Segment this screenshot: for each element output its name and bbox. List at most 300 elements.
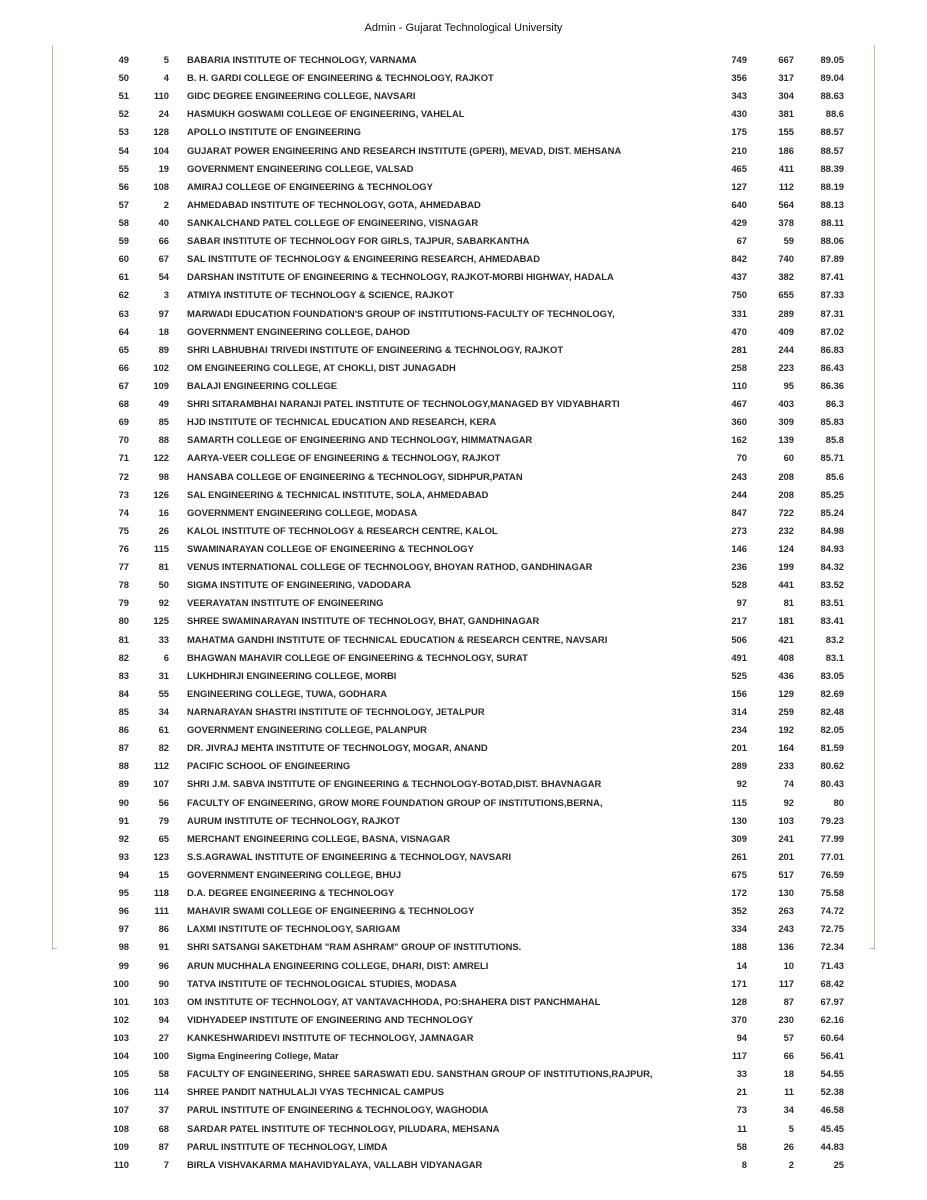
rank-cell: 62: [118, 289, 129, 301]
pass-percentage-cell: 85.8: [825, 434, 844, 446]
passed-count-cell: 139: [778, 434, 794, 446]
college-name-cell: HANSABA COLLEGE OF ENGINEERING & TECHNOLOGY, SIDHPUR,PATAN: [187, 470, 523, 482]
pass-percentage-cell: 87.89: [820, 253, 844, 265]
passed-count-cell: 208: [778, 470, 794, 482]
table-row: [100, 196, 844, 214]
rank-cell: 84: [118, 687, 129, 699]
appeared-count-cell: 749: [731, 54, 747, 66]
pass-percentage-cell: 25: [833, 1158, 844, 1170]
pass-percentage-cell: 80: [833, 796, 844, 808]
pass-percentage-cell: 87.41: [820, 271, 844, 283]
college-ranking-table: [100, 51, 844, 1174]
passed-count-cell: 117: [778, 977, 794, 989]
college-code-cell: 79: [158, 814, 169, 826]
rank-cell: 63: [118, 307, 129, 319]
college-name-cell: SARDAR PATEL INSTITUTE OF TECHNOLOGY, PILUDARA, MEHSANA: [187, 1122, 500, 1134]
college-code-cell: 58: [158, 1068, 169, 1080]
pass-percentage-cell: 89.05: [820, 54, 844, 66]
passed-count-cell: 317: [778, 72, 794, 84]
appeared-count-cell: 33: [736, 1068, 747, 1080]
rank-cell: 86: [118, 724, 129, 736]
pass-percentage-cell: 88.11: [821, 217, 844, 229]
college-code-cell: 68: [158, 1122, 169, 1134]
college-name-cell: D.A. DEGREE ENGINEERING & TECHNOLOGY: [187, 887, 395, 899]
college-code-cell: 123: [153, 850, 169, 862]
passed-count-cell: 5: [788, 1122, 794, 1134]
appeared-count-cell: 156: [731, 687, 747, 699]
appeared-count-cell: 465: [731, 162, 747, 174]
table-row: [100, 576, 844, 594]
appeared-count-cell: 130: [731, 814, 747, 826]
table-row: [100, 250, 844, 268]
table-row: [100, 323, 844, 341]
pass-percentage-cell: 83.52: [820, 579, 844, 591]
rank-cell: 72: [118, 470, 129, 482]
pass-percentage-cell: 88.06: [820, 235, 844, 247]
passed-count-cell: 136: [778, 941, 794, 953]
rank-cell: 87: [118, 742, 129, 754]
college-code-cell: 125: [153, 615, 169, 627]
rank-cell: 101: [113, 995, 129, 1007]
table-row: [100, 286, 844, 304]
college-name-cell: SANKALCHAND PATEL COLLEGE OF ENGINEERING, VISNAGAR: [187, 217, 479, 229]
passed-count-cell: 10: [783, 959, 794, 971]
college-code-cell: 61: [158, 724, 169, 736]
rank-cell: 65: [118, 343, 129, 355]
college-code-cell: 34: [158, 705, 169, 717]
passed-count-cell: 564: [778, 198, 794, 210]
college-code-cell: 128: [153, 126, 169, 138]
college-name-cell: GUJARAT POWER ENGINEERING AND RESEARCH INSTITUTE (GPERI), MEVAD, DIST. MEHSANA: [187, 144, 622, 156]
pass-percentage-cell: 88.13: [820, 198, 844, 210]
appeared-count-cell: 525: [731, 669, 747, 681]
appeared-count-cell: 162: [731, 434, 747, 446]
pass-percentage-cell: 82.48: [820, 705, 844, 717]
passed-count-cell: 517: [778, 868, 794, 880]
table-row: [100, 775, 844, 793]
appeared-count-cell: 437: [731, 271, 747, 283]
appeared-count-cell: 506: [731, 633, 747, 645]
college-name-cell: NARNARAYAN SHASTRI INSTITUTE OF TECHNOLOGY, JETALPUR: [187, 705, 485, 717]
college-code-cell: 81: [158, 561, 169, 573]
pass-percentage-cell: 87.33: [820, 289, 844, 301]
appeared-count-cell: 92: [736, 778, 747, 790]
pass-percentage-cell: 56.41: [820, 1050, 844, 1062]
college-name-cell: PACIFIC SCHOOL OF ENGINEERING: [187, 760, 351, 772]
college-name-cell: MARWADI EDUCATION FOUNDATION'S GROUP OF INSTITUTIONS-FACULTY OF TECHNOLOGY,: [187, 307, 615, 319]
pass-percentage-cell: 76.59: [820, 868, 844, 880]
college-code-cell: 85: [158, 416, 169, 428]
pass-percentage-cell: 84.32: [820, 561, 844, 573]
college-code-cell: 96: [158, 959, 169, 971]
passed-count-cell: 11: [784, 1086, 794, 1098]
pass-percentage-cell: 88.19: [820, 180, 844, 192]
college-name-cell: PARUL INSTITUTE OF TECHNOLOGY, LIMDA: [187, 1140, 388, 1152]
appeared-count-cell: 201: [731, 742, 747, 754]
table-row: [100, 413, 844, 431]
rank-cell: 80: [118, 615, 129, 627]
passed-count-cell: 155: [778, 126, 794, 138]
pass-percentage-cell: 45.45: [820, 1122, 844, 1134]
table-row: [100, 1029, 844, 1047]
appeared-count-cell: 117: [731, 1050, 747, 1062]
pass-percentage-cell: 88.57: [820, 144, 844, 156]
college-name-cell: ARUN MUCHHALA ENGINEERING COLLEGE, DHARI, DIST: AMRELI: [187, 959, 489, 971]
appeared-count-cell: 244: [731, 488, 747, 500]
passed-count-cell: 124: [778, 543, 794, 554]
college-name-cell: BALAJI ENGINEERING COLLEGE: [187, 380, 338, 392]
college-name-cell: GOVERNMENT ENGINEERING COLLEGE, VALSAD: [187, 162, 414, 174]
table-row: [100, 1065, 844, 1083]
college-name-cell: AHMEDABAD INSTITUTE OF TECHNOLOGY, GOTA, AHMEDABAD: [187, 198, 481, 210]
table-row: [100, 268, 844, 286]
table-row: [100, 757, 844, 775]
pass-percentage-cell: 86.36: [820, 380, 844, 392]
passed-count-cell: 241: [778, 832, 794, 844]
table-row: [100, 105, 844, 123]
passed-count-cell: 259: [778, 705, 794, 717]
table-row: [100, 69, 844, 87]
passed-count-cell: 103: [778, 814, 794, 826]
college-name-cell: Sigma Engineering College, Matar: [187, 1050, 339, 1062]
rank-cell: 93: [118, 850, 129, 862]
college-code-cell: 98: [158, 470, 169, 482]
appeared-count-cell: 842: [731, 253, 747, 265]
pass-percentage-cell: 77.01: [820, 850, 844, 862]
table-row: [100, 631, 844, 649]
college-name-cell: GOVERNMENT ENGINEERING COLLEGE, PALANPUR: [187, 724, 427, 736]
rank-cell: 49: [118, 54, 129, 66]
college-name-cell: MAHATMA GANDHI INSTITUTE OF TECHNICAL EDUCATION & RESEARCH CENTRE, NAVSARI: [187, 633, 608, 645]
college-name-cell: KALOL INSTITUTE OF TECHNOLOGY & RESEARCH CENTRE, KALOL: [187, 524, 498, 536]
rank-cell: 79: [118, 597, 129, 609]
rank-cell: 78: [118, 579, 129, 591]
rank-cell: 98: [118, 941, 129, 953]
rank-cell: 69: [118, 416, 129, 428]
pass-percentage-cell: 85.71: [820, 452, 844, 464]
passed-count-cell: 95: [783, 380, 794, 392]
passed-count-cell: 186: [778, 144, 794, 156]
passed-count-cell: 201: [778, 850, 794, 862]
appeared-count-cell: 172: [731, 887, 747, 899]
page-frame-right-tick: [870, 948, 875, 949]
rank-cell: 56: [118, 180, 129, 192]
pass-percentage-cell: 87.31: [820, 307, 844, 319]
table-row: [100, 649, 844, 667]
passed-count-cell: 381: [778, 108, 794, 120]
table-row: [100, 468, 844, 486]
pass-percentage-cell: 85.24: [820, 506, 844, 518]
rank-cell: 103: [113, 1031, 129, 1043]
college-name-cell: KANKESHWARIDEVI INSTITUTE OF TECHNOLOGY, JAMNAGAR: [187, 1031, 474, 1043]
pass-percentage-cell: 83.51: [820, 597, 844, 609]
passed-count-cell: 408: [778, 651, 794, 663]
table-row: [100, 540, 844, 558]
passed-count-cell: 740: [778, 253, 794, 265]
pass-percentage-cell: 83.1: [825, 651, 844, 663]
college-name-cell: SAL INSTITUTE OF TECHNOLOGY & ENGINEERING RESEARCH, AHMEDABAD: [187, 253, 540, 265]
rank-cell: 53: [118, 126, 129, 138]
passed-count-cell: 130: [778, 887, 794, 899]
table-row: [100, 449, 844, 467]
rank-cell: 64: [118, 325, 129, 337]
table-row: [100, 848, 844, 866]
table-row: [100, 558, 844, 576]
college-code-cell: 110: [153, 90, 169, 102]
passed-count-cell: 112: [778, 180, 794, 192]
passed-count-cell: 87: [783, 995, 794, 1007]
college-name-cell: GOVERNMENT ENGINEERING COLLEGE, MODASA: [187, 506, 418, 518]
passed-count-cell: 181: [778, 615, 794, 627]
rank-cell: 91: [118, 814, 129, 826]
table-row: [100, 866, 844, 884]
college-name-cell: SHRI SITARAMBHAI NARANJI PATEL INSTITUTE OF TECHNOLOGY,MANAGED BY VIDYABHARTI: [187, 398, 620, 410]
college-name-cell: SWAMINARAYAN COLLEGE OF ENGINEERING & TECHNOLOGY: [187, 543, 474, 554]
table-row: [100, 359, 844, 377]
college-name-cell: GOVERNMENT ENGINEERING COLLEGE, BHUJ: [187, 868, 402, 880]
college-code-cell: 91: [158, 941, 169, 953]
appeared-count-cell: 73: [736, 1104, 747, 1116]
college-name-cell: BIRLA VISHVAKARMA MAHAVIDYALAYA, VALLABH VIDYANAGAR: [187, 1158, 483, 1170]
rank-cell: 88: [118, 760, 129, 772]
passed-count-cell: 409: [778, 325, 794, 337]
passed-count-cell: 192: [778, 724, 794, 736]
table-row: [100, 123, 844, 141]
rank-cell: 71: [118, 452, 129, 464]
rank-cell: 106: [113, 1086, 129, 1098]
pass-percentage-cell: 80.62: [820, 760, 844, 772]
pass-percentage-cell: 83.41: [820, 615, 844, 627]
pass-percentage-cell: 86.83: [820, 343, 844, 355]
pass-percentage-cell: 83.05: [820, 669, 844, 681]
rank-cell: 96: [118, 905, 129, 917]
table-row: [100, 1047, 844, 1065]
appeared-count-cell: 70: [736, 452, 747, 464]
college-name-cell: HJD INSTITUTE OF TECHNICAL EDUCATION AND RESEARCH, KERA: [187, 416, 497, 428]
table-row: [100, 594, 844, 612]
rank-cell: 107: [113, 1104, 129, 1116]
college-ranking-table-body: [100, 51, 844, 1174]
rank-cell: 81: [118, 633, 129, 645]
pass-percentage-cell: 88.6: [825, 108, 844, 120]
college-code-cell: 126: [153, 488, 169, 500]
pass-percentage-cell: 44.83: [820, 1140, 844, 1152]
college-name-cell: FACULTY OF ENGINEERING, GROW MORE FOUNDATION GROUP OF INSTITUTIONS,BERNA,: [187, 796, 603, 808]
table-row: [100, 142, 844, 160]
pass-percentage-cell: 89.04: [820, 72, 844, 84]
appeared-count-cell: 115: [731, 796, 747, 808]
passed-count-cell: 403: [778, 398, 794, 410]
college-name-cell: GIDC DEGREE ENGINEERING COLLEGE, NAVSARI: [187, 90, 416, 102]
rank-cell: 92: [118, 832, 129, 844]
passed-count-cell: 57: [783, 1031, 794, 1043]
college-code-cell: 66: [158, 235, 169, 247]
pass-percentage-cell: 88.39: [820, 162, 844, 174]
college-code-cell: 89: [158, 343, 169, 355]
passed-count-cell: 243: [778, 923, 794, 935]
college-name-cell: ATMIYA INSTITUTE OF TECHNOLOGY & SCIENCE, RAJKOT: [187, 289, 454, 301]
college-name-cell: VEERAYATAN INSTITUTE OF ENGINEERING: [187, 597, 384, 609]
college-code-cell: 114: [153, 1086, 169, 1098]
rank-cell: 75: [118, 524, 129, 536]
appeared-count-cell: 261: [731, 850, 747, 862]
rank-cell: 68: [118, 398, 129, 410]
rank-cell: 60: [118, 253, 129, 265]
college-name-cell: ENGINEERING COLLEGE, TUWA, GODHARA: [187, 687, 388, 699]
passed-count-cell: 81: [783, 597, 794, 609]
college-code-cell: 54: [158, 271, 169, 283]
appeared-count-cell: 146: [731, 543, 747, 554]
passed-count-cell: 74: [783, 778, 794, 790]
college-code-cell: 100: [153, 1050, 169, 1062]
rank-cell: 95: [118, 887, 129, 899]
college-code-cell: 90: [158, 977, 169, 989]
rank-cell: 66: [118, 361, 129, 373]
rank-cell: 100: [113, 977, 129, 989]
appeared-count-cell: 273: [731, 524, 747, 536]
passed-count-cell: 233: [778, 760, 794, 772]
pass-percentage-cell: 75.58: [820, 887, 844, 899]
college-code-cell: 65: [158, 832, 169, 844]
rank-cell: 59: [118, 235, 129, 247]
college-code-cell: 24: [158, 108, 169, 120]
pass-percentage-cell: 52.38: [820, 1086, 844, 1098]
passed-count-cell: 667: [778, 54, 794, 66]
passed-count-cell: 304: [778, 90, 794, 102]
college-name-cell: VENUS INTERNATIONAL COLLEGE OF TECHNOLOGY, BHOYAN RATHOD, GANDHINAGAR: [187, 561, 593, 573]
rank-cell: 61: [118, 271, 129, 283]
college-name-cell: SIGMA INSTITUTE OF ENGINEERING, VADODARA: [187, 579, 411, 591]
college-name-cell: APOLLO INSTITUTE OF ENGINEERING: [187, 126, 361, 138]
pass-percentage-cell: 88.63: [820, 90, 844, 102]
passed-count-cell: 722: [778, 506, 794, 518]
college-name-cell: B. H. GARDI COLLEGE OF ENGINEERING & TECHNOLOGY, RAJKOT: [187, 72, 494, 84]
college-code-cell: 27: [158, 1031, 169, 1043]
rank-cell: 85: [118, 705, 129, 717]
pass-percentage-cell: 54.55: [820, 1068, 844, 1080]
pass-percentage-cell: 86.3: [825, 398, 844, 410]
page-frame-left-tick: [52, 948, 57, 949]
pass-percentage-cell: 85.83: [820, 416, 844, 428]
rank-cell: 58: [118, 217, 129, 229]
table-row: [100, 685, 844, 703]
college-name-cell: MERCHANT ENGINEERING COLLEGE, BASNA, VISNAGAR: [187, 832, 451, 844]
college-code-cell: 33: [158, 633, 169, 645]
appeared-count-cell: 243: [731, 470, 747, 482]
rank-cell: 94: [118, 868, 129, 880]
college-name-cell: LUKHDHIRJI ENGINEERING COLLEGE, MORBI: [187, 669, 397, 681]
appeared-count-cell: 21: [736, 1086, 747, 1098]
rank-cell: 52: [118, 108, 129, 120]
appeared-count-cell: 309: [731, 832, 747, 844]
table-row: [100, 884, 844, 902]
page-frame-right-border: [874, 45, 875, 950]
passed-count-cell: 129: [778, 687, 794, 699]
appeared-count-cell: 110: [731, 380, 747, 392]
appeared-count-cell: 470: [731, 325, 747, 337]
pass-percentage-cell: 84.98: [820, 524, 844, 536]
table-row: [100, 486, 844, 504]
pass-percentage-cell: 68.42: [820, 977, 844, 989]
pass-percentage-cell: 62.16: [820, 1013, 844, 1025]
pass-percentage-cell: 72.75: [820, 923, 844, 935]
appeared-count-cell: 188: [731, 941, 747, 953]
rank-cell: 82: [118, 651, 129, 663]
passed-count-cell: 244: [778, 343, 794, 355]
rank-cell: 109: [113, 1140, 129, 1152]
table-row: [100, 830, 844, 848]
college-name-cell: SHREE PANDIT NATHULALJI VYAS TECHNICAL CAMPUS: [187, 1086, 444, 1098]
college-code-cell: 86: [158, 923, 169, 935]
table-row: [100, 377, 844, 395]
college-name-cell: SABAR INSTITUTE OF TECHNOLOGY FOR GIRLS, TAJPUR, SABARKANTHA: [187, 235, 530, 247]
appeared-count-cell: 750: [731, 289, 747, 301]
rank-cell: 83: [118, 669, 129, 681]
table-row: [100, 667, 844, 685]
pass-percentage-cell: 86.43: [820, 361, 844, 373]
appeared-count-cell: 258: [731, 361, 747, 373]
table-row: [100, 721, 844, 739]
pass-percentage-cell: 80.43: [820, 778, 844, 790]
appeared-count-cell: 97: [736, 597, 747, 609]
appeared-count-cell: 127: [731, 180, 747, 192]
appeared-count-cell: 236: [731, 561, 747, 573]
table-row: [100, 938, 844, 956]
passed-count-cell: 60: [783, 452, 794, 464]
table-row: [100, 956, 844, 974]
passed-count-cell: 411: [778, 162, 794, 174]
pass-percentage-cell: 72.34: [820, 941, 844, 953]
rank-cell: 51: [118, 90, 129, 102]
appeared-count-cell: 352: [731, 905, 747, 917]
table-row: [100, 812, 844, 830]
college-name-cell: GOVERNMENT ENGINEERING COLLEGE, DAHOD: [187, 325, 410, 337]
college-code-cell: 40: [158, 217, 169, 229]
appeared-count-cell: 675: [731, 868, 747, 880]
college-name-cell: BABARIA INSTITUTE OF TECHNOLOGY, VARNAMA: [187, 54, 417, 66]
rank-cell: 110: [113, 1158, 129, 1170]
rank-cell: 50: [118, 72, 129, 84]
table-row: [100, 902, 844, 920]
rank-cell: 99: [118, 959, 129, 971]
rank-cell: 77: [118, 561, 129, 573]
college-code-cell: 18: [158, 325, 169, 337]
table-row: [100, 1119, 844, 1137]
college-name-cell: SHRI SATSANGI SAKETDHAM "RAM ASHRAM" GROUP OF INSTITUTIONS.: [187, 941, 522, 953]
appeared-count-cell: 8: [741, 1158, 747, 1170]
college-name-cell: SAMARTH COLLEGE OF ENGINEERING AND TECHNOLOGY, HIMMATNAGAR: [187, 434, 533, 446]
table-row: [100, 1138, 844, 1156]
college-code-cell: 112: [153, 760, 169, 772]
rank-cell: 104: [113, 1050, 129, 1062]
table-row: [100, 395, 844, 413]
college-code-cell: 115: [153, 543, 169, 554]
college-name-cell: VIDHYADEEP INSTITUTE OF ENGINEERING AND TECHNOLOGY: [187, 1013, 474, 1025]
college-name-cell: PARUL INSTITUTE OF ENGINEERING & TECHNOLOGY, WAGHODIA: [187, 1104, 489, 1116]
table-row: [100, 305, 844, 323]
college-code-cell: 31: [158, 669, 169, 681]
college-code-cell: 102: [153, 361, 169, 373]
college-code-cell: 109: [153, 380, 169, 392]
passed-count-cell: 378: [778, 217, 794, 229]
college-name-cell: DARSHAN INSTITUTE OF ENGINEERING & TECHNOLOGY, RAJKOT-MORBI HIGHWAY, HADALA: [187, 271, 614, 283]
college-code-cell: 37: [158, 1104, 169, 1116]
college-code-cell: 88: [158, 434, 169, 446]
pass-percentage-cell: 67.97: [820, 995, 844, 1007]
college-code-cell: 107: [153, 778, 169, 790]
college-code-cell: 19: [158, 162, 169, 174]
college-code-cell: 108: [153, 180, 169, 192]
